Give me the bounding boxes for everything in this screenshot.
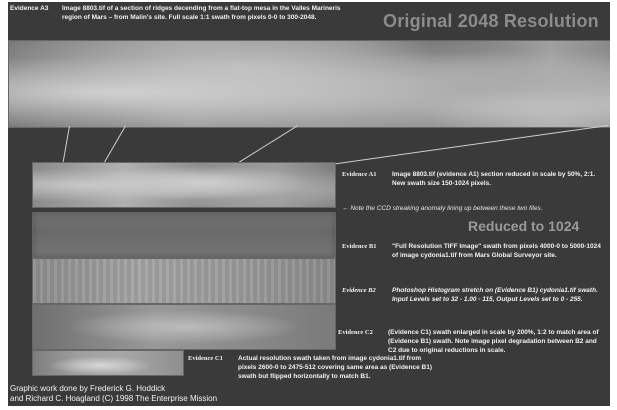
evidence-b1-label: Evidence B1 [342, 243, 377, 250]
evidence-board [8, 2, 610, 406]
original-swath-image [8, 40, 610, 128]
ccd-note-text: Note the CCD streaking anomaly lining up between these two files. [350, 205, 543, 212]
page-title: Original 2048 Resolution [383, 11, 599, 31]
evidence-b1-text: "Full Resolution TIFF Image" swath from pixels 4000-0 to 5000-1024 of image cydonia1.tif from Mars Global Surveyor site. [392, 243, 601, 259]
evidence-c2-image [32, 304, 336, 350]
guide-line [62, 126, 70, 166]
evidence-c2-text: (Evidence C1) swath enlarged in scale by 200%, 1:2 to match area of (Evidence B1) swath. Note image pixel degradation between B2 and C2 due to original reductions in scale. [388, 329, 599, 354]
credits-line-1: Graphic work done by Frederick G. Hoddick [10, 384, 166, 393]
evidence-a1-label: Evidence A1 [342, 171, 377, 178]
evidence-c1-label: Evidence C1 [188, 355, 223, 362]
evidence-c1-image [32, 350, 184, 376]
evidence-c1-text: Actual resolution swath taken from image cydonia1.tif from pixels 2600-0 to 2475-512 covering same area as (Evidence B1) swath but flipped horizontally to match B1. [238, 355, 433, 380]
evidence-a1-image [32, 162, 336, 208]
evidence-b2-image [32, 258, 336, 304]
arrow-left-icon: ← [342, 205, 349, 212]
evidence-b2-label: Evidence B2 [342, 287, 376, 294]
evidence-a1-text: Image 8803.tif (evidence A1) section reduced in scale by 50%, 2:1. New swath size 150-1024 pixels. [392, 171, 596, 187]
ccd-note [342, 204, 604, 213]
evidence-c2-label: Evidence C2 [338, 329, 373, 336]
credits-line-2: and Richard C. Hoagland (C) 1998 The Enterprise Mission [10, 394, 218, 403]
evidence-b1-image [32, 212, 336, 258]
reduced-label: Reduced to 1024 [468, 218, 580, 234]
evidence-b2-text: Photoshop Histogram stretch on (Evidence B1) cydonia1.tif swath. Input Levels set to 32 - 1.00 - 115, Output Levels set to 0 - 255. [392, 287, 598, 303]
guide-line [238, 125, 298, 163]
guide-line [331, 125, 608, 165]
header-evidence-label: Evidence A3 [10, 5, 49, 12]
header-description: Image 8803.tif of a section of ridges decending from a flat-top mesa in the Valles Marineris region of Mars – from Malin's site. Full scale 1:1 swath from pixels 0-0 to 300-2048. [62, 5, 341, 21]
